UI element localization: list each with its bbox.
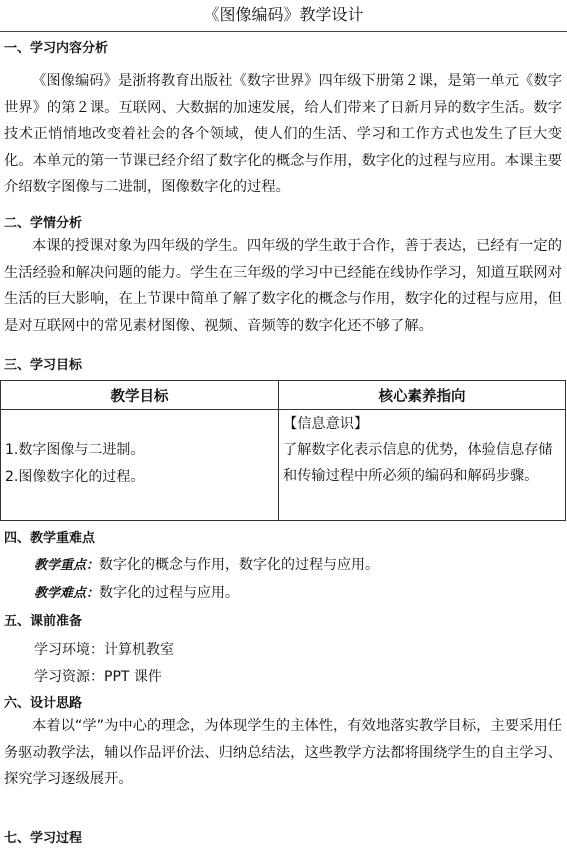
content-analysis-paragraph: 《图像编码》是浙将教育出版社《数字世界》四年级下册第２课，是第一单元《数字世界》的第２课。互联网、大数据的加速发展，给人们带来了日新月异的数字生活。数字技术正悄悄地改变着社会的各个领域，使人们的生活、学习和工作方式也发生了巨大变化。本单元的第一节课已经介绍了数字化的概念与作用，数字化的过程与应用。本课主要介绍数字图像与二进制，图像数字化的过程。 xyxy=(4,73,562,195)
learning-environment: 学习环境：计算机教室 xyxy=(34,642,174,658)
goal-item-1: 1.数字图像与二进制。 xyxy=(5,442,145,458)
core-literacy-tag: 【信息意识】 xyxy=(283,416,369,432)
core-literacy-content xyxy=(283,411,559,489)
core-literacy-cell xyxy=(279,410,566,521)
title-divider xyxy=(0,31,567,32)
section-heading-key-points: 四、教学重难点 xyxy=(4,531,96,546)
key-point-text: 数字化的概念与作用，数字化的过程与应用。 xyxy=(99,557,380,573)
learning-goals-table xyxy=(0,380,566,521)
document-title: 《图像编码》教学设计 xyxy=(203,5,364,24)
learning-resources: 学习资源：PPT 课件 xyxy=(34,669,162,685)
design-idea-paragraph: 本着以“学”为中心的理念，为体现学生的主体性，有效地落实教学目标，主要采用任务驱动教学法，辅以作品评价法、归纳总结法，这些教学方法都将围绕学生的自主学习、探究学习逐级展开。 xyxy=(4,718,562,787)
learner-analysis-paragraph: 本课的授课对象为四年级的学生。四年级的学生敢于合作，善于表达，已经有一定的生活经验和解决问题的能力。学生在三年级的学习中已经能在线协作学习，知道互联网对生活的巨大影响，在上节课中简单了解了数字化的概念与作用，数字化的过程与应用，但是对互联网中的常见素材图像、视频、音频等的数字化还不够了解。 xyxy=(4,238,562,334)
difficulty-line xyxy=(34,583,239,604)
difficulty-label: 教学难点： xyxy=(34,586,100,601)
table-row xyxy=(1,410,566,521)
goal-item-2: 2.图像数字化的过程。 xyxy=(5,469,145,485)
goals-cell xyxy=(1,410,279,521)
table-header-core-literacy: 核心素养指向 xyxy=(279,381,566,410)
section-heading-design-idea: 六、设计思路 xyxy=(4,696,83,711)
section-heading-learning-process: 七、学习过程 xyxy=(4,831,83,846)
section-heading-learner-analysis: 二、学情分析 xyxy=(4,216,83,231)
table-header-teaching-goals: 教学目标 xyxy=(1,381,279,410)
section-heading-learning-goals: 三、学习目标 xyxy=(4,358,83,373)
key-point-line xyxy=(34,555,379,576)
key-point-label: 教学重点： xyxy=(34,558,100,573)
section-heading-preparation: 五、课前准备 xyxy=(4,614,83,629)
difficulty-text: 数字化的过程与应用。 xyxy=(99,585,240,601)
section-heading-content-analysis: 一、学习内容分析 xyxy=(4,41,109,56)
core-literacy-text: 了解数字化表示信息的优势，体验信息存储和传输过程中所必须的编码和解码步骤。 xyxy=(283,442,553,484)
table-header-row xyxy=(1,381,566,410)
